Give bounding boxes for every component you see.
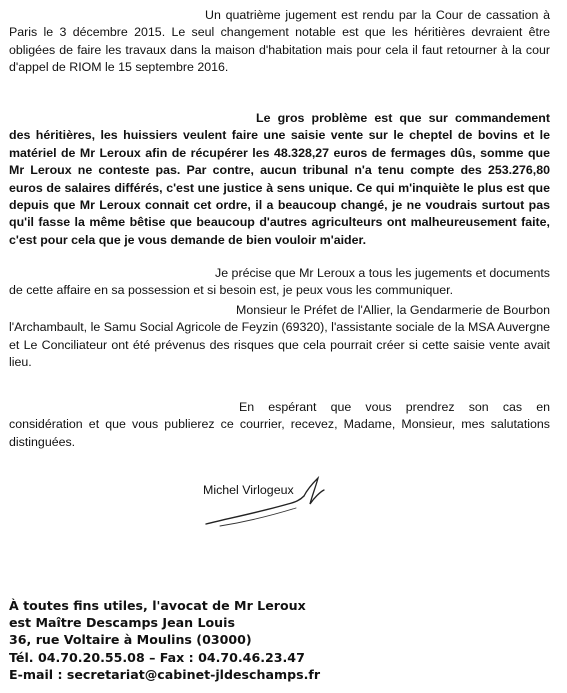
paragraph-main-problem: Le gros problème est que sur commandement des héritières, les huissiers veulent faire une saisie vente sur le cheptel de bovins et le matériel de Mr Leroux afin de récupérer les 48.328,27 euros de fermages dûs, somme que Mr Leroux ne conteste pas. Par contre, aucun tribunal n'a tenu compte des 253.276,80 euros de salaires différés, c'est une justice à sens unique. Ce qui m'inquiète le plus est que depuis que Mr Leroux connait cet ordre, il a beaucoup changé, je ne voudrais surtout pas qu'il fasse la même bêtise que beaucoup d'autres agriculteurs ont malheureusement faite, c'est pour cela que je vous demande de bien vouloir m'aider. [9, 111, 550, 247]
handwritten-signature [200, 474, 330, 534]
footer-line-email: E-mail : secretariat@cabinet-jldeschamps.fr [9, 666, 321, 682]
footer-line-phone-fax: Tél. 04.70.20.55.08 – Fax : 04.70.46.23.47 [9, 649, 305, 665]
paragraph-closing: En espérant que vous prendrez son cas en considération et que vous publierez ce courrier, recevez, Madame, Monsieur, mes salutations distinguées. [9, 400, 550, 449]
lawyer-contact-block [9, 597, 429, 683]
footer-line-lawyer-name: est Maître Descamps Jean Louis [9, 615, 235, 631]
footer-line-address: 36, rue Voltaire à Moulins (03000) [9, 632, 252, 648]
paragraph-authorities-notified: Monsieur le Préfet de l'Allier, la Gendarmerie de Bourbon l'Archambault, le Samu Social Agricole de Feyzin (69320), l'assistante sociale de la MSA Auvergne et Le Conciliateur ont été prévenus des risques que cela pourrait créer si cette saisie vente avait lieu. [9, 303, 550, 370]
paragraph-cassation: Un quatrième jugement est rendu par la Cour de cassation à Paris le 3 décembre 2015. Le seul changement notable est que les héritières devraient être obligées de faire les travaux dans la maison d'habitation mais pour cela il faut retourner à la cour d'appel de RIOM le 15 septembre 2016. [9, 8, 550, 75]
footer-line-intro: À toutes fins utiles, l'avocat de Mr Leroux [9, 598, 306, 613]
paragraph-documents: Je précise que Mr Leroux a tous les jugements et documents de cette affaire en sa possession et si besoin est, je peux vous les communiquer. [9, 266, 550, 298]
signature-name: Michel Virlogeux [203, 483, 294, 497]
